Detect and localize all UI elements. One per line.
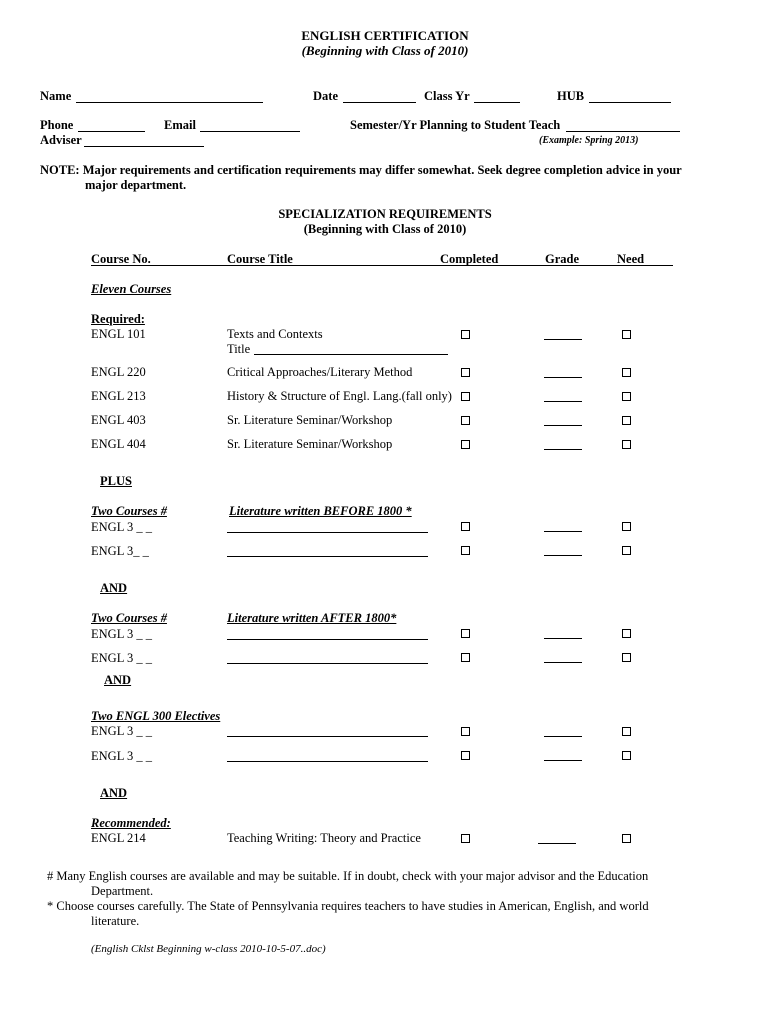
date-label: Date (313, 89, 338, 103)
course-no: ENGL 404 (91, 437, 146, 451)
spec-subtitle: (Beginning with Class of 2010) (303, 222, 467, 236)
grade-field[interactable] (544, 638, 582, 639)
col-course-title: Course Title (227, 252, 293, 266)
course-title: Sr. Literature Seminar/Workshop (227, 413, 393, 427)
completed-checkbox[interactable] (461, 834, 470, 843)
hub-field[interactable] (589, 102, 671, 103)
completed-checkbox[interactable] (461, 727, 470, 736)
grade-field[interactable] (544, 736, 582, 737)
semester-field[interactable] (566, 131, 680, 132)
course-no: ENGL 3_ _ (91, 544, 149, 558)
header-rule (91, 265, 673, 266)
footnote-hash-2: Department. (91, 884, 154, 898)
section-two-courses-before: Two Courses # (91, 504, 167, 518)
section-required: Required: (91, 312, 145, 326)
need-checkbox[interactable] (622, 546, 631, 555)
note-line-1: NOTE: Major requirements and certification requirements may differ somewhat. Seek degree completion advice in your (40, 163, 682, 177)
need-checkbox[interactable] (622, 330, 631, 339)
course-no: ENGL 214 (91, 831, 146, 845)
need-checkbox[interactable] (622, 834, 631, 843)
need-checkbox[interactable] (622, 751, 631, 760)
section-after-1800: Literature written AFTER 1800* (227, 611, 397, 625)
section-before-1800: Literature written BEFORE 1800 * (229, 504, 412, 518)
phone-label: Phone (40, 118, 74, 132)
section-two-courses-after: Two Courses # (91, 611, 167, 625)
course-title: Sr. Literature Seminar/Workshop (227, 437, 393, 451)
grade-field[interactable] (544, 449, 582, 450)
course-title: Teaching Writing: Theory and Practice (227, 831, 421, 845)
completed-checkbox[interactable] (461, 416, 470, 425)
semester-label: Semester/Yr Planning to Student Teach (350, 118, 561, 132)
hub-label: HUB (557, 89, 585, 103)
need-checkbox[interactable] (622, 522, 631, 531)
course-title: History & Structure of Engl. Lang.(fall only) (227, 389, 452, 403)
page-title: ENGLISH CERTIFICATION (301, 28, 469, 43)
title-field[interactable] (227, 639, 428, 640)
completed-checkbox[interactable] (461, 330, 470, 339)
course-no: ENGL 3 _ _ (91, 520, 152, 534)
section-electives: Two ENGL 300 Electives (91, 709, 221, 723)
completed-checkbox[interactable] (461, 751, 470, 760)
section-and-2: AND (104, 673, 132, 687)
title-field[interactable] (227, 736, 428, 737)
need-checkbox[interactable] (622, 368, 631, 377)
class-yr-label: Class Yr (424, 89, 470, 103)
need-checkbox[interactable] (622, 629, 631, 638)
course-no: ENGL 3 _ _ (91, 749, 152, 763)
col-grade: Grade (545, 252, 580, 266)
col-need: Need (617, 252, 645, 266)
col-completed: Completed (440, 252, 499, 266)
adviser-field[interactable] (84, 146, 204, 147)
grade-field[interactable] (544, 377, 582, 378)
need-checkbox[interactable] (622, 727, 631, 736)
course-no: ENGL 101 (91, 327, 146, 341)
name-label: Name (40, 89, 72, 103)
spec-title: SPECIALIZATION REQUIREMENTS (278, 207, 492, 221)
title-field[interactable] (227, 532, 428, 533)
title-field[interactable] (227, 761, 428, 762)
footnote-star-1: * Choose courses carefully. The State of Pennsylvania requires teachers to have studies in American, English, and world (47, 899, 649, 913)
need-checkbox[interactable] (622, 416, 631, 425)
course-no: ENGL 220 (91, 365, 146, 379)
email-field[interactable] (200, 131, 300, 132)
title-field[interactable] (227, 556, 428, 557)
title-field[interactable] (254, 354, 448, 355)
grade-field[interactable] (544, 531, 582, 532)
section-and-1: AND (100, 581, 128, 595)
completed-checkbox[interactable] (461, 629, 470, 638)
course-no: ENGL 3 _ _ (91, 627, 152, 641)
completed-checkbox[interactable] (461, 368, 470, 377)
date-field[interactable] (343, 102, 416, 103)
name-field[interactable] (76, 102, 263, 103)
completed-checkbox[interactable] (461, 440, 470, 449)
section-eleven: Eleven Courses (91, 282, 172, 296)
completed-checkbox[interactable] (461, 653, 470, 662)
completed-checkbox[interactable] (461, 546, 470, 555)
section-and-3: AND (100, 786, 128, 800)
course-title: Critical Approaches/Literary Method (227, 365, 413, 379)
phone-field[interactable] (78, 131, 145, 132)
grade-field[interactable] (544, 425, 582, 426)
email-label: Email (164, 118, 196, 132)
course-title: Texts and Contexts (227, 327, 323, 341)
note-line-2: major department. (85, 178, 187, 192)
need-checkbox[interactable] (622, 392, 631, 401)
course-no: ENGL 3 _ _ (91, 651, 152, 665)
grade-field[interactable] (544, 662, 582, 663)
filename-footer: (English Cklst Beginning w-class 2010-10-5-07..doc) (91, 943, 326, 955)
class-yr-field[interactable] (474, 102, 520, 103)
footnote-hash-1: # Many English courses are available and may be suitable. If in doubt, check with your major advisor and the Education (47, 869, 649, 883)
completed-checkbox[interactable] (461, 522, 470, 531)
grade-field[interactable] (544, 555, 582, 556)
footnote-star-2: literature. (91, 914, 140, 928)
course-no: ENGL 213 (91, 389, 146, 403)
need-checkbox[interactable] (622, 440, 631, 449)
grade-field[interactable] (544, 339, 582, 340)
completed-checkbox[interactable] (461, 392, 470, 401)
course-no: ENGL 403 (91, 413, 146, 427)
adviser-label: Adviser (40, 133, 82, 147)
section-plus: PLUS (100, 474, 132, 488)
course-subtitle: Title (227, 342, 251, 356)
need-checkbox[interactable] (622, 653, 631, 662)
title-field[interactable] (227, 663, 428, 664)
grade-field[interactable] (544, 401, 582, 402)
section-recommended: Recommended: (91, 816, 171, 830)
course-no: ENGL 3 _ _ (91, 724, 152, 738)
grade-field[interactable] (538, 843, 576, 844)
page-subtitle: (Beginning with Class of 2010) (301, 43, 469, 58)
grade-field[interactable] (544, 760, 582, 761)
col-course-no: Course No. (91, 252, 151, 266)
example-text: (Example: Spring 2013) (539, 135, 639, 146)
